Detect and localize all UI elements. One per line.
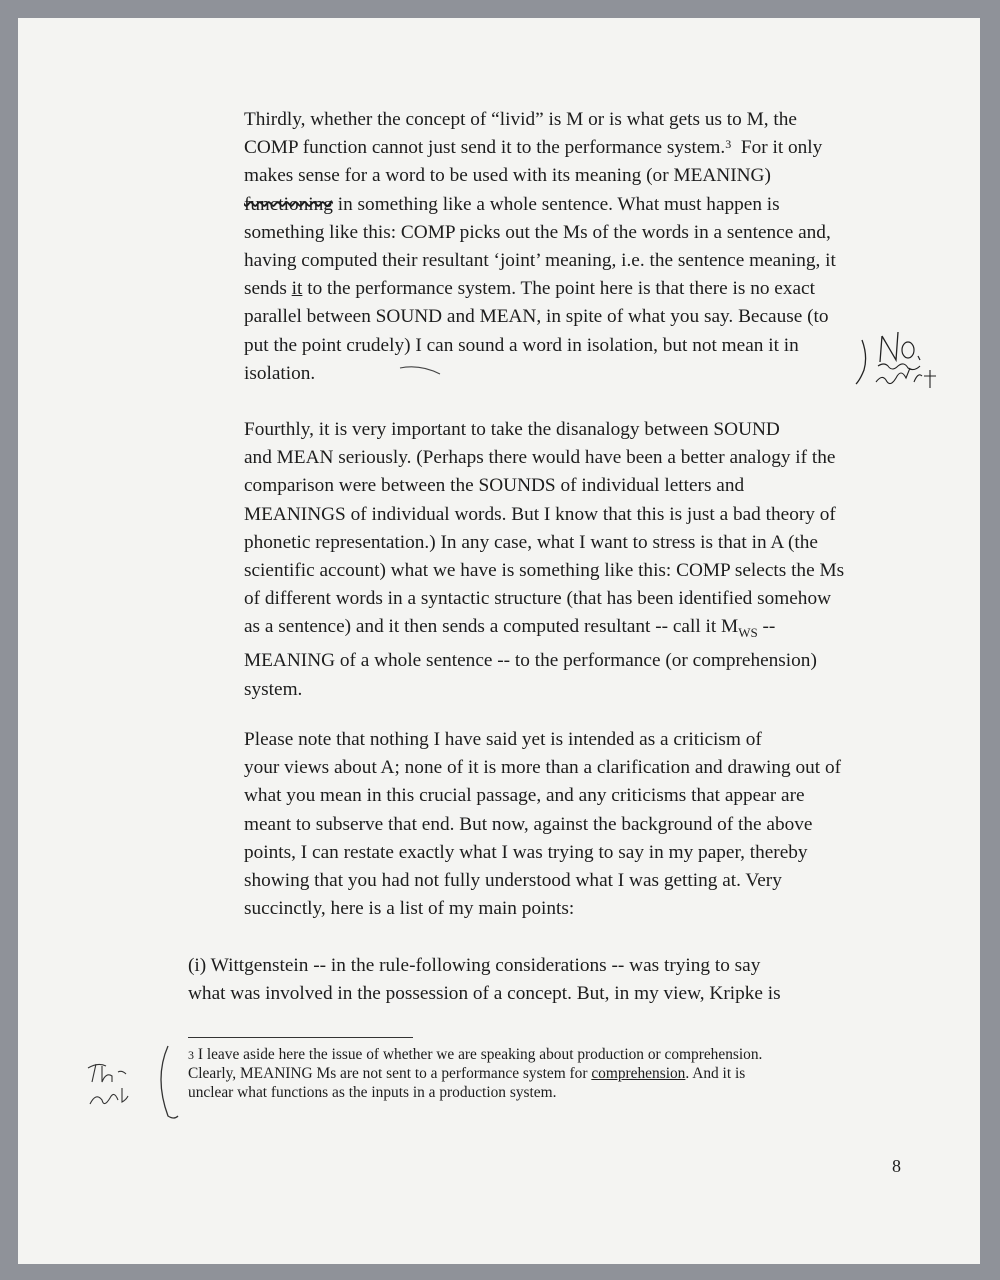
paragraph-thirdly [188,106,878,388]
footnote-ref: 3 [725,137,732,152]
paragraph-point-i [188,952,878,1008]
text-line: something like this: COMP picks out the Ms of the words in a sentence and, [244,221,831,243]
underlined-word: comprehension [591,1065,686,1082]
text-line: sends it to the performance system. The point here is that there is no exact [244,278,815,300]
text-line: phonetic representation.) In any case, what I want to stress is that in A (the [244,531,818,553]
footnote-divider [188,1037,413,1038]
subscript: WS [738,625,758,641]
text-line: MEANINGS of individual words. But I know that this is just a bad theory of [244,503,836,525]
text-line: meant to subserve that end. But now, against the background of the above [244,813,813,835]
text-line: system. [244,678,303,700]
text-line: of different words in a syntactic structure (that has been identified somehow [244,588,832,610]
text-line: having computed their resultant ‘joint’ meaning, i.e. the sentence meaning, it [244,250,836,272]
text-line: comparison were between the SOUNDS of individual letters and [244,475,745,497]
text-line: scientific account) what we have is something like this: COMP selects the Ms [244,560,845,582]
footnote-line: unclear what functions as the inputs in a production system. [188,1084,557,1101]
text-line: Thirdly, whether the concept of “livid” is M or is what gets us to M, the [244,109,797,130]
handwritten-margin-note [852,322,952,402]
footnote-line: Clearly, MEANING Ms are not sent to a performance system for comprehension. And it is [188,1065,746,1082]
text-line: as a sentence) and it then sends a computed resultant -- call it $M_{WS}$ -- [244,616,776,641]
footnote-line: $^3$ I leave aside here the issue of whether we are speaking about production or comprehension. [188,1046,763,1063]
text-line: Please note that nothing I have said yet is intended as a criticism of [244,729,762,750]
text-line: COMP function cannot just send it to the performance system.$^3$ For it only [244,137,823,159]
text-line: functioning in something like a whole sentence. What must happen is [244,193,780,215]
page-number: 8 [892,1156,901,1176]
paragraph-please-note [188,726,878,923]
text-line: isolation. [244,362,316,384]
text-line: your views about A; none of it is more than a clarification and drawing out of [244,757,842,779]
text-line: makes sense for a word to be used with its meaning (or MEANING) [244,165,771,187]
pen-stroke [398,362,458,378]
handwritten-footnote-note [80,1042,190,1122]
text-line: showing that you had not fully understood what I was getting at. Very [244,870,782,892]
struck-word: functioning [244,193,333,215]
paragraph-fourthly [188,416,878,704]
text-line: Fourthly, it is very important to take the disanalogy between SOUND [244,419,780,440]
text-line: points, I can restate exactly what I was trying to say in my paper, thereby [244,841,808,863]
text-line: succinctly, here is a list of my main points: [244,898,575,920]
text-line: (i) Wittgenstein -- in the rule-following considerations -- was trying to say [188,955,761,976]
underlined-word: it [291,278,303,300]
text-line: what you mean in this crucial passage, and any criticisms that appear are [244,785,805,807]
text-line: what was involved in the possession of a concept. But, in my view, Kripke is [188,983,781,1005]
text-line: parallel between SOUND and MEAN, in spite of what you say. Because (to [244,306,829,328]
footnote-number: 3 [188,1048,194,1062]
footnote [188,1045,868,1102]
text-line: put the point crudely) I can sound a word in isolation, but not mean it in [244,334,799,356]
text-line: and MEAN seriously. (Perhaps there would have been a better analogy if the [244,447,836,469]
text-line: MEANING of a whole sentence -- to the performance (or comprehension) [244,650,817,672]
